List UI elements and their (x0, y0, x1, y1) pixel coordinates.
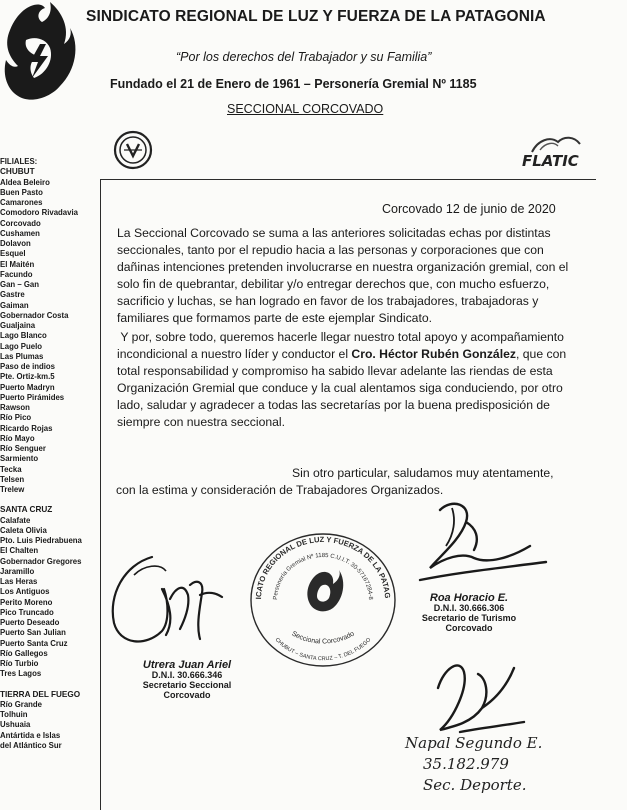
bottom-signer-name: Napal Segundo E. (405, 734, 543, 752)
letter-date: Corcovado 12 de junio de 2020 (382, 202, 556, 216)
stamp-location-text: CHUBUT – SANTA CRUZ – T. DEL FUEGO (273, 637, 373, 663)
filial-item: Río Grande (0, 699, 43, 709)
filial-item: Ushuaia (0, 720, 31, 730)
filial-item: Comodoro Rivadavia (0, 208, 78, 218)
left-signature-block (132, 660, 242, 700)
filial-item: Gaiman (0, 300, 29, 310)
filial-item: Lago Blanco (0, 331, 47, 341)
filiales-sidebar (0, 157, 82, 751)
bottom-signer-dni: 35.182.979 (423, 755, 509, 773)
filial-item: Puerto Santa Cruz (0, 638, 68, 648)
filial-item: Camarones (0, 198, 43, 207)
filial-item: Dolavon (0, 239, 31, 248)
stamp-inner-text: Personería Gremial Nº 1185 C.U.I.T. 30-57167284-8 (272, 552, 374, 600)
filial-item: Tecka (0, 464, 22, 474)
filial-item: Calafate (0, 515, 31, 525)
filial-item: El Chalten (0, 546, 39, 556)
leader-name: Cro. Héctor Rubén González (351, 347, 516, 361)
filial-item: El Maitén (0, 259, 35, 269)
filial-item: Río Pico (0, 413, 32, 423)
closing-line-1: Sin otro particular, saludamos muy atentamente, (292, 466, 554, 480)
filial-item: Pte. Ortiz-km.5 (0, 372, 55, 382)
svg-text:Seccional Corcovado (290, 630, 355, 645)
filial-item: Antártida e Islas (0, 730, 61, 740)
union-title: SINDICATO REGIONAL DE LUZ Y FUERZA DE LA PATAGONIA (86, 8, 546, 25)
santa-cruz-list (0, 516, 82, 680)
left-signature-scribble (104, 535, 234, 655)
left-signer-name: Utrera Juan Ariel (142, 659, 232, 671)
union-flame-logo (0, 0, 80, 110)
filial-item: Los Antiguos (0, 587, 50, 597)
filial-item: Puerto Deseado (0, 618, 60, 627)
filial-item: Gan – Gan (0, 280, 39, 289)
flatic-logo-text: FLATIC (522, 152, 579, 170)
stamp-outer-text: SINDICATO REGIONAL DE LUZ Y FUERZA DE LA PATAGONIA (240, 513, 393, 600)
tierra-del-fuego-heading: TIERRA DEL FUEGO (0, 689, 81, 699)
filial-item: Gualjaina (0, 321, 36, 330)
santa-cruz-heading: SANTA CRUZ (0, 505, 53, 515)
right-signature-scribble (400, 498, 550, 588)
right-signer-place: Corcovado (445, 623, 493, 633)
closing-line-2: con la estima y consideración de Trabajadores Organizados. (116, 483, 444, 497)
left-signer-place: Corcovado (163, 690, 211, 700)
filial-item: Gobernador Gregores (0, 556, 82, 566)
filial-item: Gastre (0, 290, 25, 300)
filial-item: Cushamen (0, 228, 40, 238)
union-motto: “Por los derechos del Trabajador y su Familia” (176, 50, 432, 64)
filial-item: Paso de indios (0, 362, 56, 371)
para2-text-after: , que con total responsabilidad y compromiso ha sabido llevar adelante las riendas de esta Organización Gremial que conduce y la cual alentamos siga conduciendo, por otro lado, saludar y agradecer a todas las secretarías por la buena predisposición de siempre con nuestra seccional. (117, 347, 567, 429)
cgt-logo (113, 130, 153, 170)
filial-item: Jaramillo (0, 566, 35, 576)
filial-item: Aldea Beleiro (0, 177, 50, 187)
seccional-title: SECCIONAL CORCOVADO (227, 102, 384, 116)
bottom-signature-scribble (420, 648, 530, 738)
filial-item: Tolhuin (0, 710, 28, 719)
filial-item: Pico Truncado (0, 607, 54, 617)
bottom-handwritten-signature (405, 733, 542, 796)
letter-closing (116, 465, 586, 499)
right-signer-role: Secretario de Turismo (421, 613, 517, 623)
filial-item: Trelew (0, 485, 25, 494)
right-signer-dni: D.N.I. 30.666.306 (433, 603, 505, 613)
union-stamp (240, 513, 403, 670)
letter-paragraph-1: La Seccional Corcovado se suma a las anteriores solicitadas echas por distintas seccionales, tanto por el repudio hacia a las personas y corporaciones que con dañinas intenciones pretenden involucrarse en nuestra organización gremial, con el solo fin de quebrantar, debilitar y/o entregar derechos que, con mucho esfuerzo, sacrificio y luchas, se han logrado en favor de los trabajadores, trabajadoras y familiares que formamos parte de este ejemplar Sindicato. (117, 226, 569, 325)
filial-item: Corcovado (0, 218, 41, 228)
chubut-list (0, 178, 82, 496)
filial-item: Puerto Pirámides (0, 392, 65, 402)
filial-item: Puerto San Julian (0, 628, 66, 638)
filial-item: Buen Pasto (0, 187, 43, 197)
filial-item: Esquel (0, 249, 26, 259)
letter-paragraph-2 (117, 329, 587, 431)
filial-item: Puerto Madryn (0, 382, 55, 392)
filial-item: Facundo (0, 269, 33, 279)
filial-item: Río Mayo (0, 433, 35, 443)
filial-item: Ricardo Rojas (0, 423, 53, 433)
tierra-del-fuego-list (0, 700, 82, 751)
left-signer-role: Secretario Seccional (142, 680, 232, 690)
filial-item: Telsen (0, 474, 25, 484)
union-founding-line: Fundado el 21 de Enero de 1961 – Personería Gremial Nº 1185 (110, 77, 477, 91)
chubut-heading: CHUBUT (0, 167, 35, 177)
filial-item: Pto. Luis Piedrabuena (0, 536, 82, 545)
filial-item: Río Turbio (0, 659, 39, 668)
right-signer-name: Roa Horacio E. (429, 592, 509, 604)
filiales-label: FILIALES: (0, 157, 38, 166)
filial-item: Gobernador Costa (0, 310, 69, 320)
filial-item: Río Gallegos (0, 648, 48, 658)
para2-text-before: Y por, sobre todo, queremos hacerle llegar nuestro total apoyo y acompañamiento incondicional a nuestro líder y conductor el (117, 330, 564, 361)
filial-item: del Atlántico Sur (0, 740, 62, 750)
filial-item: Caleta Olivia (0, 525, 47, 535)
filial-item: Río Senguer (0, 444, 46, 453)
filial-item: Lago Puelo (0, 341, 43, 351)
filial-item: Las Heras (0, 577, 38, 586)
filial-item: Tres Lagos (0, 669, 42, 679)
left-signer-dni: D.N.I. 30.666.346 (151, 670, 223, 680)
flatic-logo (520, 130, 590, 170)
right-signature-block (414, 593, 524, 633)
bottom-signer-role: Sec. Deporte. (423, 776, 527, 794)
stamp-bottom-text: Seccional Corcovado (290, 630, 356, 646)
filial-item: Las Plumas (0, 351, 44, 361)
filial-item: Perito Moreno (0, 597, 53, 607)
filial-item: Sarmiento (0, 454, 39, 464)
filial-item: Rawson (0, 403, 30, 412)
